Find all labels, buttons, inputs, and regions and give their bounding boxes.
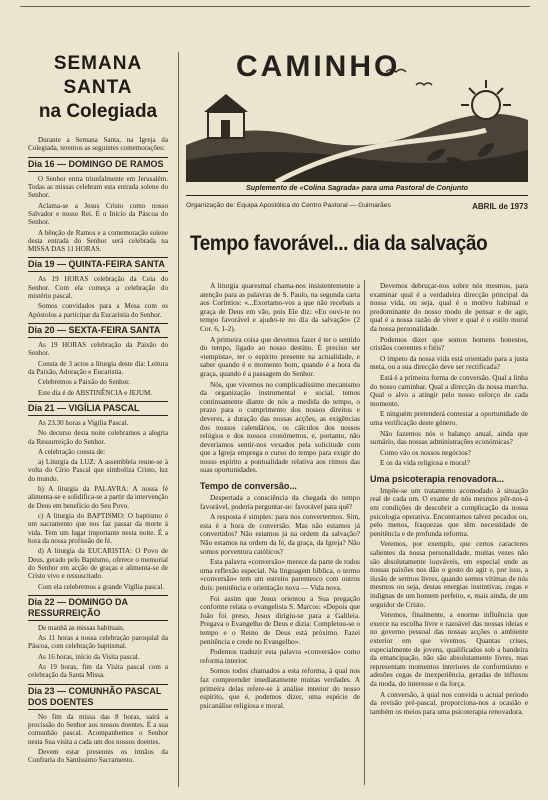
day-paragraph: Celebremos a Paixão do Senhor. bbox=[38, 378, 131, 387]
day-list bbox=[28, 157, 168, 765]
article-paragraphs-2 bbox=[200, 494, 360, 710]
paragraph: Podemos traduzir esta palavra «conversão» como reforma interior. bbox=[200, 647, 360, 665]
main-headline: Tempo favorável... dia da salvação bbox=[190, 232, 488, 255]
day-paragraph: No decurso desta noite celebramos a alegria da Ressurreição do Senhor. bbox=[28, 429, 168, 446]
column-divider-right bbox=[364, 280, 365, 785]
paragraph: Somos todos chamados a esta reforma, à qual nos faz compreender imediatamente muitas verdades. A primeira delas refere-se à análise interior do nosso espírito, que é, podemos dizer, uma espécie de psicanálise religiosa e moral. bbox=[200, 666, 360, 710]
paragraph: Como vão os nossos negócios? bbox=[380, 447, 471, 457]
organization-text: Organização de: Equipa Apostólica do Centro Pastoral — Guimarães bbox=[186, 202, 391, 209]
article-column-middle bbox=[200, 282, 360, 712]
semana-santa-title: SEMANA SANTA bbox=[53, 53, 143, 98]
paragraph: Foi assim que Jesus orientou a Sua pregação conforme relata o evangelista S. Marcos: «Depois que João foi preso, Jesus dirigiu-se para a Galileia. Pregava o Evangelho de Deus e dizia: Completou-se o tempo e o Reino de Deus está próximo. Fazei penitência e crede no Evangelho». bbox=[200, 593, 360, 646]
column-divider-left bbox=[178, 52, 179, 787]
day-paragraph: Aclama-se a Jesus Cristo como nosso Salvador e nosso Rei. É o Início da Páscoa do Senhor. bbox=[28, 201, 168, 227]
day-paragraph: As 23.30 horas a Vigília Pascal. bbox=[38, 418, 129, 427]
paragraph: E os da vida religiosa e moral? bbox=[380, 458, 470, 468]
day-paragraph: Este dia é de ABSTINÊNCIA e JEJUM. bbox=[38, 388, 153, 397]
paragraph: Veremos, finalmente, a enorme influência que exerce na escolha livre e razoável das nossas ideias e no governo pessoal das nossas acções o ambiente exterior em que vivemos. Quantas crises, especialmente de jovens, qualificados sob a bandeira da emancipação, não são absolutamente livres, mas representam momentos interiores de conformismo e adesões cegas de inexperiência, geradas de influxos da moda, do interesse e da força. bbox=[370, 610, 528, 688]
paragraph: Impõe-se um tratamento acomodado à situação real de cada um. O exame de nós mesmos pôr-nos-á em condições de descobrir a complicação da nossa psicologia operativa. Encontramos talvez pecados ou, pelo menos, fraquezas que têm necessidade de penitência e de profunda reforma. bbox=[370, 485, 528, 538]
day-paragraph: No fim da missa das 8 horas, sairá a procissão do Senhor aos nossos doentes. É a sua comunhão pascal. Acompanhemos o Senhor nesta Sua visita a cada um dos nossos doentes. bbox=[28, 712, 168, 746]
subheading-psicoterapia: Uma psicoterapia renovadora... bbox=[370, 473, 505, 484]
day-paragraph: As 16 horas, início da Visita pascal. bbox=[38, 652, 140, 661]
intro-text: Durante a Semana Santa, na Igreja da Colegiada, teremos as seguintes comemorações: bbox=[28, 136, 168, 153]
day-paragraph: Consta de 3 actos a liturgia deste dia: Leitura da Paixão, Adoração e Eucaristia. bbox=[28, 359, 168, 376]
day-heading: Dia 22 — DOMINGO DA RESSURREIÇÃO bbox=[28, 595, 168, 621]
issue-date: ABRIL de 1973 bbox=[472, 202, 528, 211]
paragraph: Despertada a consciência da chegada do tempo favorável, poderia perguntar-se: favorável para quê? bbox=[200, 493, 360, 511]
semana-santa-subtitle: na Colegiada bbox=[38, 101, 158, 122]
day-paragraph: O Senhor entra triunfalmente em Jerusalém. Todas as missas celebram esta entrada solene do Senhor. bbox=[28, 174, 168, 200]
organization-line bbox=[186, 202, 528, 211]
day-paragraph: As 19 HORAS celebração da Paixão do Senhor. bbox=[28, 341, 168, 358]
paragraph: Não fazemos nós o balanço anual, ainda que sumário, das nossas administrações económicas? bbox=[370, 428, 528, 447]
day-paragraph: As 19 HORAS celebração da Ceia do Senhor. Com ela começa a celebração do mistério pascal. bbox=[28, 275, 168, 301]
top-rule bbox=[20, 6, 530, 10]
paragraph: A liturgia quaresmal chama-nos insistentemente a atenção para as palavras de S. Paulo, na segunda carta aos Coríntios: «...Exortamo-vos a que não recebais a graça de Deus em vão, pois Ele diz: «Eu ouvi-te no tempo favorável e ajudei-te no dia da salvação» (2 Cor. 6, 1-2). bbox=[200, 281, 360, 333]
day-heading: Dia 19 — QUINTA-FEIRA SANTA bbox=[28, 257, 168, 272]
day-paragraph: d) A liturgia da EUCARISTIA: O Povo de Deus, gerado pelo Baptismo, oferece o memorial do Senhor em acção de graças e alimenta-se de Cristo vivo e ressuscitado. bbox=[28, 547, 168, 581]
paragraph: Nós, que vivemos no complicadíssimo mecanismo da organização instrumental e social, temos continuamente diante de nós a medida do tempo, o prazo para o cumprimento dos nossos direitos e deveres, a duração das nossas acções, as exigências dos nossos calendários, os cálculos dos nossos relógios e dos nossos cronómetros, e, portanto, não deveríamos sentir-nos vexados pela solicitude com que a Igreja emprega o curso do tempo para exigir do nosso espírito a pontualidade relativa aos ritmos das suas oportunidades. bbox=[200, 379, 360, 475]
paragraph: Esta palavra «conversão» merece da parte de todos uma reflexão especial. Na linguagem bíblica, o termo «conversão» tem um estreito parentesco com outros dois: penitência e orientação nova — Vida nova. bbox=[200, 557, 360, 592]
paragraph: Devemos debruçar-nos sobre nós mesmos, para examinar qual é a verdadeira direcção principal da nossa vida, ou seja, qual é o motivo habitual e predominante do nosso modo de pensar e de agir, qual é a nossa razão de viver e qual é o estilo moral da nossa personalidade. bbox=[370, 281, 528, 333]
supplement-line: Suplemento de «Colina Sagrada» para uma Pastoral de Conjunto bbox=[186, 183, 528, 196]
paragraph: A primeira coisa que devemos fazer é ter o sentido do tempo, ligado ao nosso destino. É preciso ser «tempista», ter o espírito presente na actualidade, e saber quando é o momento bom, quando é a hora da graça, quando é a passagem do Senhor. bbox=[200, 334, 360, 378]
day-heading: Dia 23 — COMUNHÃO PASCAL DOS DOENTES bbox=[28, 684, 168, 710]
day-paragraph: Com ela celebremos a grande Vigília pascal. bbox=[38, 582, 165, 591]
day-paragraph: De manhã as missas habituais. bbox=[38, 623, 125, 632]
day-heading: Dia 20 — SEXTA-FEIRA SANTA bbox=[28, 323, 168, 338]
day-heading: Dia 21 — VIGÍLIA PASCAL bbox=[28, 401, 168, 416]
day-paragraph: A bênção de Ramos e a comemoração solene desta entrada do Senhor será celebrada na MISSA DAS 11 HORAS. bbox=[28, 228, 168, 254]
day-paragraph: A celebração consta de: bbox=[38, 447, 106, 456]
day-paragraph: b) A liturgia da PALAVRA: A nossa fé alimenta-se e solidifica-se a partir da intervenção de Deus em benefício do Seu Povo. bbox=[28, 485, 168, 510]
paragraph: A conversão, à qual nos convida o actual período da revisão pré-pascal, proporciona-nos a ocasião e também os meios para uma psicoterapia renovadora. bbox=[370, 689, 528, 716]
day-paragraph: As 11 horas a nossa celebração paroquial da Páscoa, com celebração baptismal. bbox=[28, 634, 168, 651]
day-paragraph: c) A liturgia do BAPTISMO: O baptismo é um sacramento que nos faz passar da morte à vida. Tem um lugar importante nesta noite. É a hora da nossa profissão de fé. bbox=[28, 512, 168, 545]
paragraph: Veremos, por exemplo, que certos caracteres salientes da nossa personalidade, muitas vezes não são absolutamente louváveis, em especial onde as nossas paixões nos dão o gosto do agir e, por isso, a ilusão de sermos livres, quando somos vítimas de nós mesmos ou seja, destas energias instintivas, cegas e indignas de um homem perfeito, e, mais ainda, de um seguidor de Cristo. bbox=[370, 539, 528, 609]
day-paragraph: a) Liturgia da LUZ: A assembleia reune-se à volta do Círio Pascal que simboliza Cristo, luz do mundo. bbox=[28, 458, 168, 483]
article-paragraphs-1 bbox=[200, 282, 360, 475]
paragraph: Está é a primeira forma de conversão. Qual a linha do nosso caminhar. Qual a direcção da nossa marcha. Qual o alvo a atingir pelo nosso esforço de cada momento. bbox=[370, 372, 528, 408]
semana-santa-column bbox=[28, 52, 168, 767]
subheading-tempo-conversao: Tempo de conversão... bbox=[200, 481, 297, 492]
day-paragraph: Devem estar presentes os irmãos da Confraria do Santíssimo Sacramento. bbox=[28, 747, 168, 765]
masthead bbox=[186, 50, 528, 190]
paragraph: O ímpeto da nossa vida está orientado para a justa meta, ou a sua direcção deve ser rectificada? bbox=[370, 353, 528, 372]
paragraph: E ninguém pretenderá contestar a oportunidade de uma verificação deste género. bbox=[370, 409, 528, 427]
article-paragraphs-4 bbox=[370, 487, 528, 716]
day-heading: Dia 16 — DOMINGO DE RAMOS bbox=[28, 157, 168, 172]
paragraph: A resposta é simples: para nos convertermos. Sim, esta é a hora de conversão. Mas não estamos já convertidos? Não estamos já na ordem da salvação? Não estamos na ordem da fé, da graça, da Igreja? Não somos porventura católicos? bbox=[200, 512, 360, 556]
article-column-right bbox=[370, 282, 528, 718]
caminho-logo: CAMINHO bbox=[236, 50, 401, 83]
article-paragraphs-3 bbox=[370, 282, 528, 468]
day-paragraph: Somos convidados para a Mesa com os Apóstolos a participar da Eucaristia do Senhor. bbox=[28, 302, 168, 319]
day-paragraph: As 19 horas, fim da Visita pascal com a celebração da Santa Missa. bbox=[28, 663, 168, 680]
paragraph: Podemos dizer que somos homens honestos, cristãos coerentes e fiéis? bbox=[370, 334, 528, 353]
